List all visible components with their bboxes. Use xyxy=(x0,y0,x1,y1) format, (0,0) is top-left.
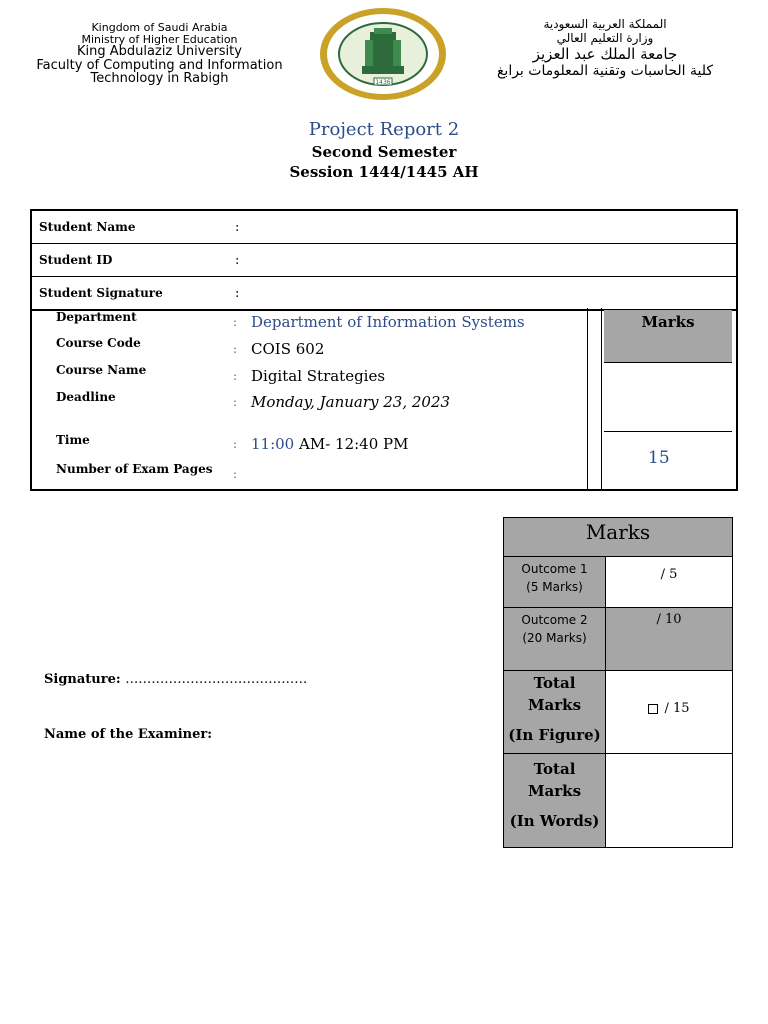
header-line: كلية الحاسبات وتقنية المعلومات برابغ xyxy=(496,62,714,79)
marks-total: 15 xyxy=(648,448,670,468)
total-words-l2: Marks xyxy=(527,782,582,800)
time-rest: AM- 12:40 PM xyxy=(294,435,409,453)
total-words-l3: (In Words) xyxy=(509,812,600,830)
session: Session 1444/1445 AH xyxy=(289,163,479,181)
divider xyxy=(601,308,602,489)
course-name-label: Course Name xyxy=(56,363,147,377)
header-line: Faculty of Computing and Information xyxy=(36,57,283,73)
marks-table-title: Marks xyxy=(504,518,732,557)
outcome-1-label: Outcome 1 xyxy=(521,562,588,576)
signature-label: Signature: xyxy=(44,672,126,687)
divider xyxy=(587,308,588,489)
time-start: 11:00 xyxy=(251,435,295,453)
signature-line xyxy=(44,672,307,687)
student-id-label: Student ID xyxy=(39,253,113,267)
svg-text:1436: 1436 xyxy=(375,79,391,86)
outcome-1-row xyxy=(504,557,732,608)
signature-dots: …………………………………… xyxy=(125,672,308,687)
outcome-2-value: / 10 xyxy=(606,608,732,670)
university-logo xyxy=(318,6,448,102)
course-name-value: Digital Strategies xyxy=(251,367,386,385)
colon: : xyxy=(233,369,238,383)
header-arabic xyxy=(470,18,740,79)
outcome-1-sub: (5 Marks) xyxy=(526,580,583,594)
report-title: Project Report 2 xyxy=(308,119,460,140)
total-figure-l1: Total xyxy=(533,674,576,692)
colon: : xyxy=(233,395,238,409)
colon: : xyxy=(233,342,238,356)
header-line: المملكة العربية السعودية xyxy=(543,17,667,31)
student-info-box xyxy=(30,209,738,311)
total-figure-value: / 15 xyxy=(664,701,690,716)
marks-table xyxy=(503,517,733,848)
total-words-row xyxy=(504,754,732,847)
student-name-label: Student Name xyxy=(39,220,136,234)
deadline-label: Deadline xyxy=(56,390,116,404)
time-label: Time xyxy=(56,433,90,447)
colon: : xyxy=(233,315,238,329)
header-english xyxy=(22,22,297,86)
outcome-2-row xyxy=(504,608,732,671)
total-words-label-cell xyxy=(504,754,606,847)
checkbox-icon[interactable] xyxy=(648,704,658,714)
total-figure-row xyxy=(504,671,732,754)
header-line: King Abdulaziz University xyxy=(77,44,242,60)
header-line: Kingdom of Saudi Arabia xyxy=(91,21,228,34)
colon: : xyxy=(235,253,240,268)
total-words-value-cell xyxy=(606,754,732,847)
outcome-1-value: / 5 xyxy=(660,567,678,582)
total-figure-l3: (In Figure) xyxy=(508,726,601,744)
department-label: Department xyxy=(56,310,137,324)
marks-header-cell xyxy=(604,310,732,363)
course-code-label: Course Code xyxy=(56,336,141,350)
header-line: Ministry of Higher Education xyxy=(81,32,238,46)
header-line: جامعة الملك عبد العزيز xyxy=(532,44,678,63)
marks-label: Marks xyxy=(641,313,695,331)
time-value xyxy=(251,435,408,453)
department-value: Department of Information Systems xyxy=(251,313,525,331)
course-code-value: COIS 602 xyxy=(251,340,325,358)
examiner-label: Name of the Examiner: xyxy=(44,727,213,742)
outcome-2-label: Outcome 2 xyxy=(521,613,588,627)
outcome-2-sub: (20 Marks) xyxy=(522,631,587,645)
colon: : xyxy=(233,467,238,481)
deadline-value: Monday, January 23, 2023 xyxy=(251,393,451,411)
colon: : xyxy=(235,286,240,301)
marks-total-cell xyxy=(604,432,732,487)
student-signature-row xyxy=(32,277,736,309)
outcome-2-label-cell xyxy=(504,608,606,670)
total-figure-l2: Marks xyxy=(527,696,582,714)
student-name-row xyxy=(32,211,736,244)
colon: : xyxy=(233,437,238,451)
header-line: وزارة التعليم العالي xyxy=(556,30,654,45)
student-id-row xyxy=(32,244,736,277)
outcome-1-label-cell xyxy=(504,557,606,607)
semester: Second Semester xyxy=(311,143,457,161)
marks-entry-cell xyxy=(604,363,732,432)
student-signature-label: Student Signature xyxy=(39,286,163,300)
total-figure-value-cell xyxy=(606,671,732,753)
total-words-l1: Total xyxy=(533,760,576,778)
header-line: Technology in Rabigh xyxy=(90,71,229,87)
exam-pages-label: Number of Exam Pages xyxy=(56,462,213,476)
colon: : xyxy=(235,220,240,235)
total-figure-label-cell xyxy=(504,671,606,753)
